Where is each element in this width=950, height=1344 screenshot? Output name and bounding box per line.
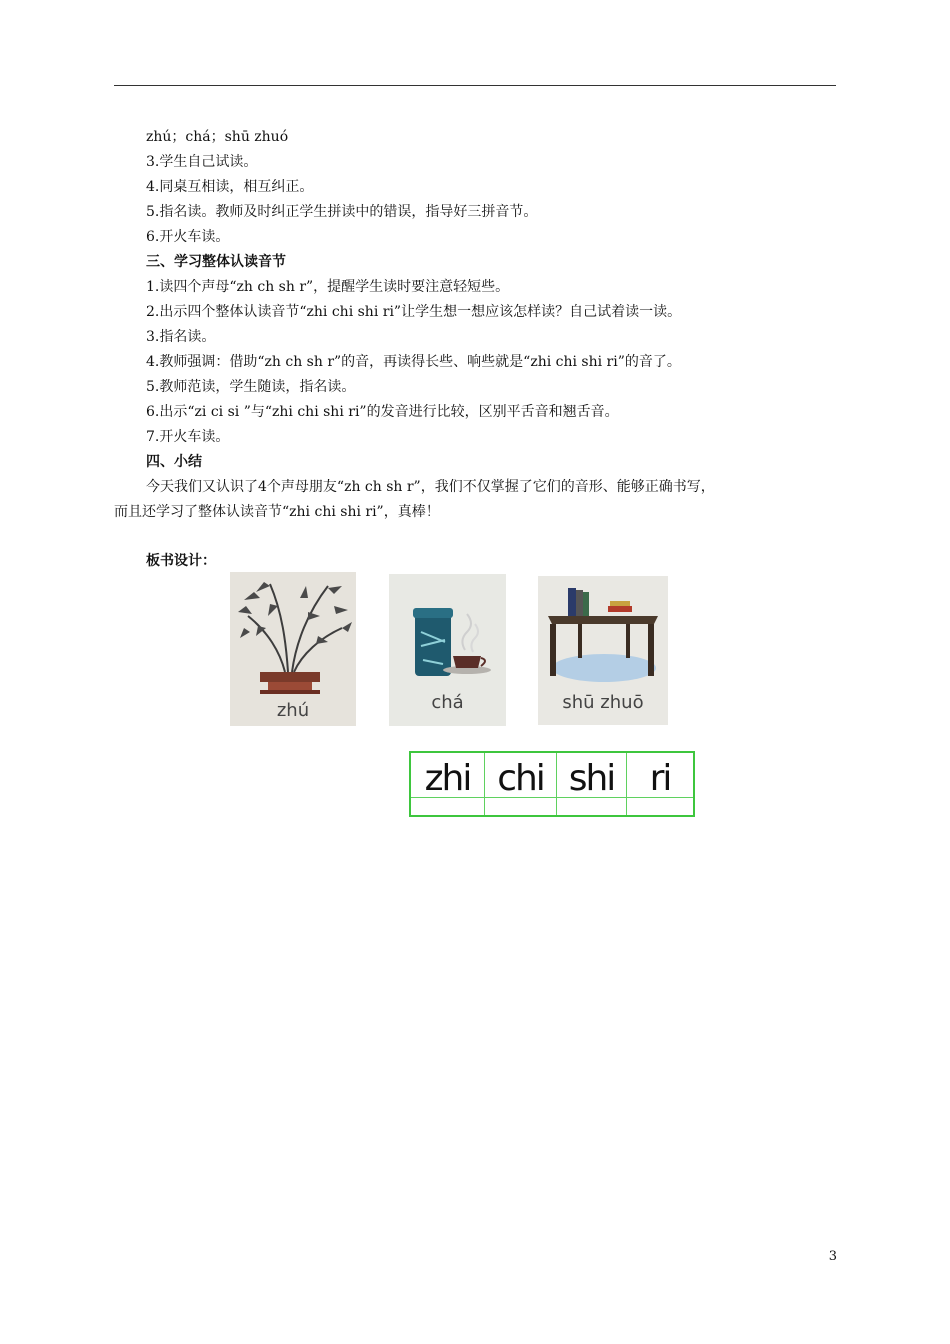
section3-step-7: 7.开火车读。 <box>146 429 230 445</box>
step-4: 4.同桌互相读，相互纠正。 <box>146 179 314 195</box>
section-heading-4: 四、小结 <box>146 454 202 470</box>
section3-step-2: 2.出示四个整体认读音节“zhi chi shi ri”让学生想一想应该怎样读？自己试着读一读。 <box>146 304 682 320</box>
syllable-shi: shi <box>568 758 615 799</box>
page-number: 3 <box>828 1249 837 1264</box>
board-design-title: 板书设计： <box>146 553 216 569</box>
grid-cell <box>485 753 557 815</box>
tea-caption: chá <box>431 692 464 713</box>
section3-step-3: 3.指名读。 <box>146 329 216 345</box>
section3-step-1: 1.读四个声母“zh ch sh r”，提醒学生读时要注意轻短些。 <box>146 279 510 295</box>
tea-image <box>389 574 506 726</box>
syllable-chi: chi <box>497 758 544 799</box>
table-caption: shū zhuō <box>562 692 644 713</box>
summary-line-1: 今天我们又认识了4个声母朋友“zh ch sh r”，我们不仅掌握了它们的音形、能够正确书写， <box>146 479 715 495</box>
section3-step-6: 6.出示“zi ci si ”与“zhi chi shi ri”的发音进行比较，区别平舌音和翘舌音。 <box>146 404 619 420</box>
step-3: 3.学生自己试读。 <box>146 154 258 170</box>
section3-step-4: 4.教师强调：借助“zh ch sh r”的音，再读得长些、响些就是“zhi chi shi ri”的音了。 <box>146 354 681 370</box>
grid-cell <box>627 753 693 815</box>
grid-cell <box>557 753 627 815</box>
step-6: 6.开火车读。 <box>146 229 230 245</box>
bamboo-image <box>230 572 356 726</box>
section3-step-5: 5.教师范读，学生随读，指名读。 <box>146 379 356 395</box>
syllable-zhi: zhi <box>424 758 471 799</box>
grid-cell <box>411 753 485 815</box>
table-image <box>538 576 668 725</box>
syllable-grid <box>409 751 695 817</box>
header-rule <box>114 85 836 86</box>
syllable-ri: ri <box>649 758 671 799</box>
summary-line-2: 而且还学习了整体认读音节“zhi chi shi ri”，真棒！ <box>114 504 440 520</box>
section-heading-3: 三、学习整体认读音节 <box>146 254 286 270</box>
pinyin-line: zhú；chá；shū zhuó <box>146 129 289 145</box>
step-5: 5.指名读。教师及时纠正学生拼读中的错误，指导好三拼音节。 <box>146 204 538 220</box>
bamboo-caption: zhú <box>276 700 310 721</box>
